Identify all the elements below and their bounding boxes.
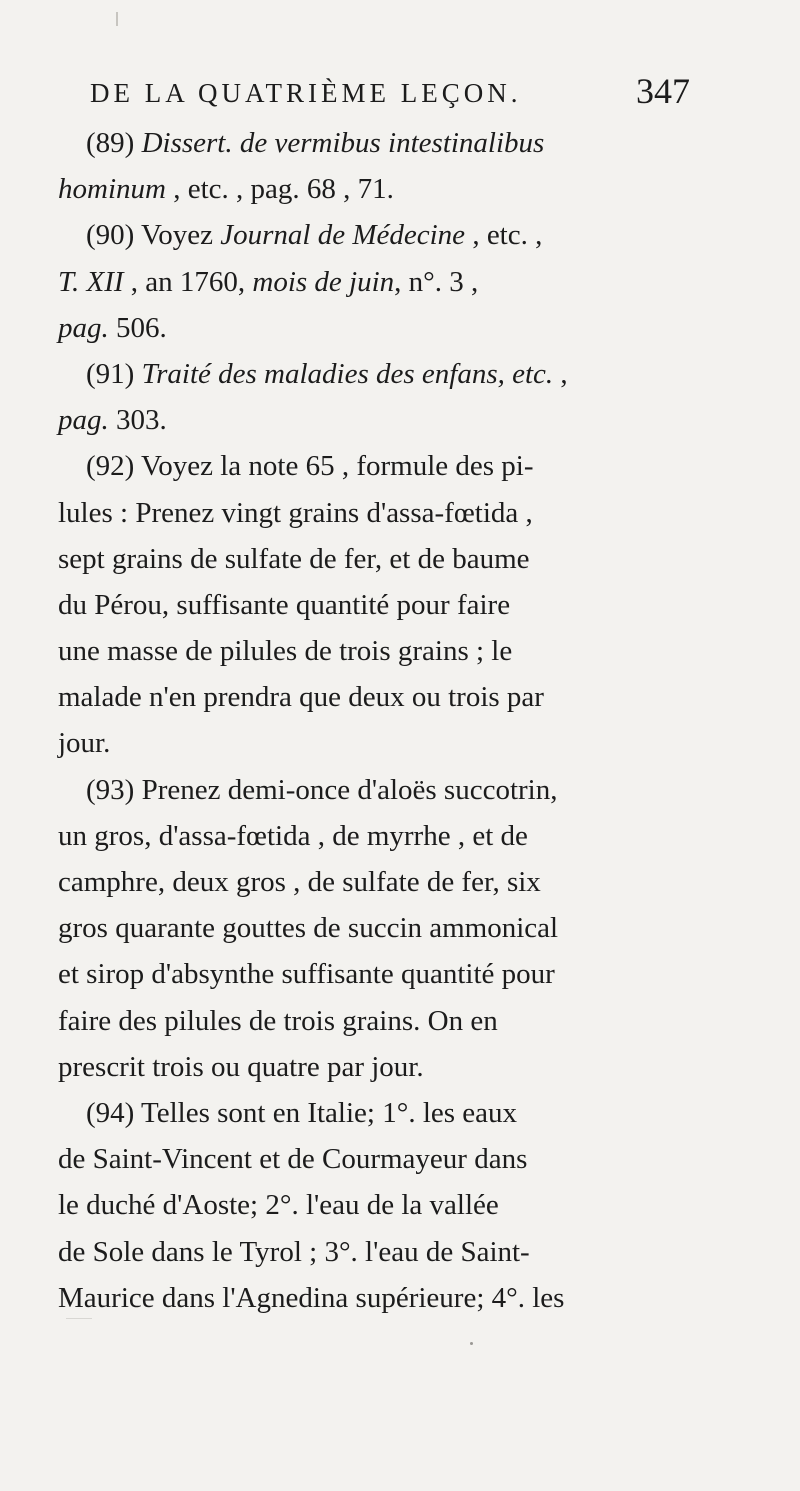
note-92-line-4: du Pérou, suffisante quantité pour faire	[58, 588, 511, 621]
note-94-line-4: de Sole dans le Tyrol ; 3°. l'eau de Saint-	[58, 1235, 530, 1268]
note-91-pag-value: 303.	[108, 404, 167, 437]
note-91-work: Traité des maladies des enfans, etc.	[141, 357, 554, 390]
running-title: DE LA QUATRIÈME LEÇON.	[90, 78, 522, 108]
paper-mark	[470, 1342, 473, 1345]
note-92-line-7: jour.	[58, 727, 111, 760]
note-89-work: Dissert. de vermibus intestinalibus	[141, 127, 545, 159]
note-89-work-cont: hominum	[58, 173, 166, 206]
running-head	[90, 70, 690, 120]
note-92-line-1: (92) Voyez la note 65 , formule des pi-	[86, 450, 534, 483]
note-90-line-1	[58, 212, 748, 258]
note-90-issue: , n°. 3 ,	[394, 265, 479, 298]
note-91-pag: pag.	[58, 404, 109, 437]
note-93-line-2: un gros, d'assa-fœtida , de myrrhe , et de	[58, 819, 528, 852]
note-93-line-3: camphre, deux gros , de sulfate de fer, six	[58, 866, 541, 898]
note-90-pag-value: 506.	[108, 311, 167, 344]
note-89-pages: , etc. , pag. 68 , 71.	[165, 173, 394, 206]
note-89-number: (89)	[86, 127, 135, 159]
note-90-pag: pag.	[58, 311, 109, 344]
page-number: 347	[636, 71, 690, 111]
note-94-line-3: le duché d'Aoste; 2°. l'eau de la vallée	[58, 1189, 499, 1222]
note-90-line-3	[58, 305, 748, 351]
note-90-number: (90)	[86, 219, 135, 252]
note-92-line-3: sept grains de sulfate de fer, et de baume	[58, 542, 530, 575]
note-90-volume: T. XII	[58, 265, 124, 298]
note-94-line-2: de Saint-Vincent et de Courmayeur dans	[58, 1143, 528, 1176]
note-94-line-1: (94) Telles sont en Italie; 1°. les eaux	[86, 1096, 518, 1129]
note-89-line-1	[58, 120, 748, 166]
note-90-post: , etc. ,	[465, 219, 543, 252]
note-90-work: Journal de Médecine	[220, 219, 466, 252]
note-93-line-6: faire des pilules de trois grains. On en	[58, 1004, 498, 1037]
note-89-line-2	[58, 166, 748, 212]
note-94-line-5: Maurice dans l'Agnedina supérieure; 4°. les	[58, 1281, 565, 1314]
paper-mark	[66, 1318, 92, 1319]
paper-mark	[116, 12, 118, 26]
note-93-line-7: prescrit trois ou quatre par jour.	[58, 1050, 424, 1083]
note-92-line-2: lules : Prenez vingt grains d'assa-fœtida ,	[58, 496, 533, 529]
note-93-line-4: gros quarante gouttes de succin ammonical	[58, 912, 559, 945]
note-90-line-2	[58, 259, 748, 305]
note-91-sep: ,	[553, 357, 568, 390]
note-92-line-6: malade n'en prendra que deux ou trois par	[58, 681, 544, 714]
note-93-line-1: (93) Prenez demi-once d'aloës succotrin,	[86, 773, 558, 806]
note-91-line-2	[58, 397, 748, 443]
note-90-year: , an 1760,	[123, 265, 253, 298]
note-92-line-5: une masse de pilules de trois grains ; le	[58, 635, 513, 668]
note-90-pre: Voyez	[134, 219, 221, 252]
note-93-line-5: et sirop d'absynthe suffisante quantité pour	[58, 958, 555, 991]
notes-text	[58, 120, 748, 1321]
note-90-month: mois de juin	[252, 265, 395, 298]
note-91-number: (91)	[86, 357, 135, 390]
note-91-line-1	[58, 351, 748, 397]
